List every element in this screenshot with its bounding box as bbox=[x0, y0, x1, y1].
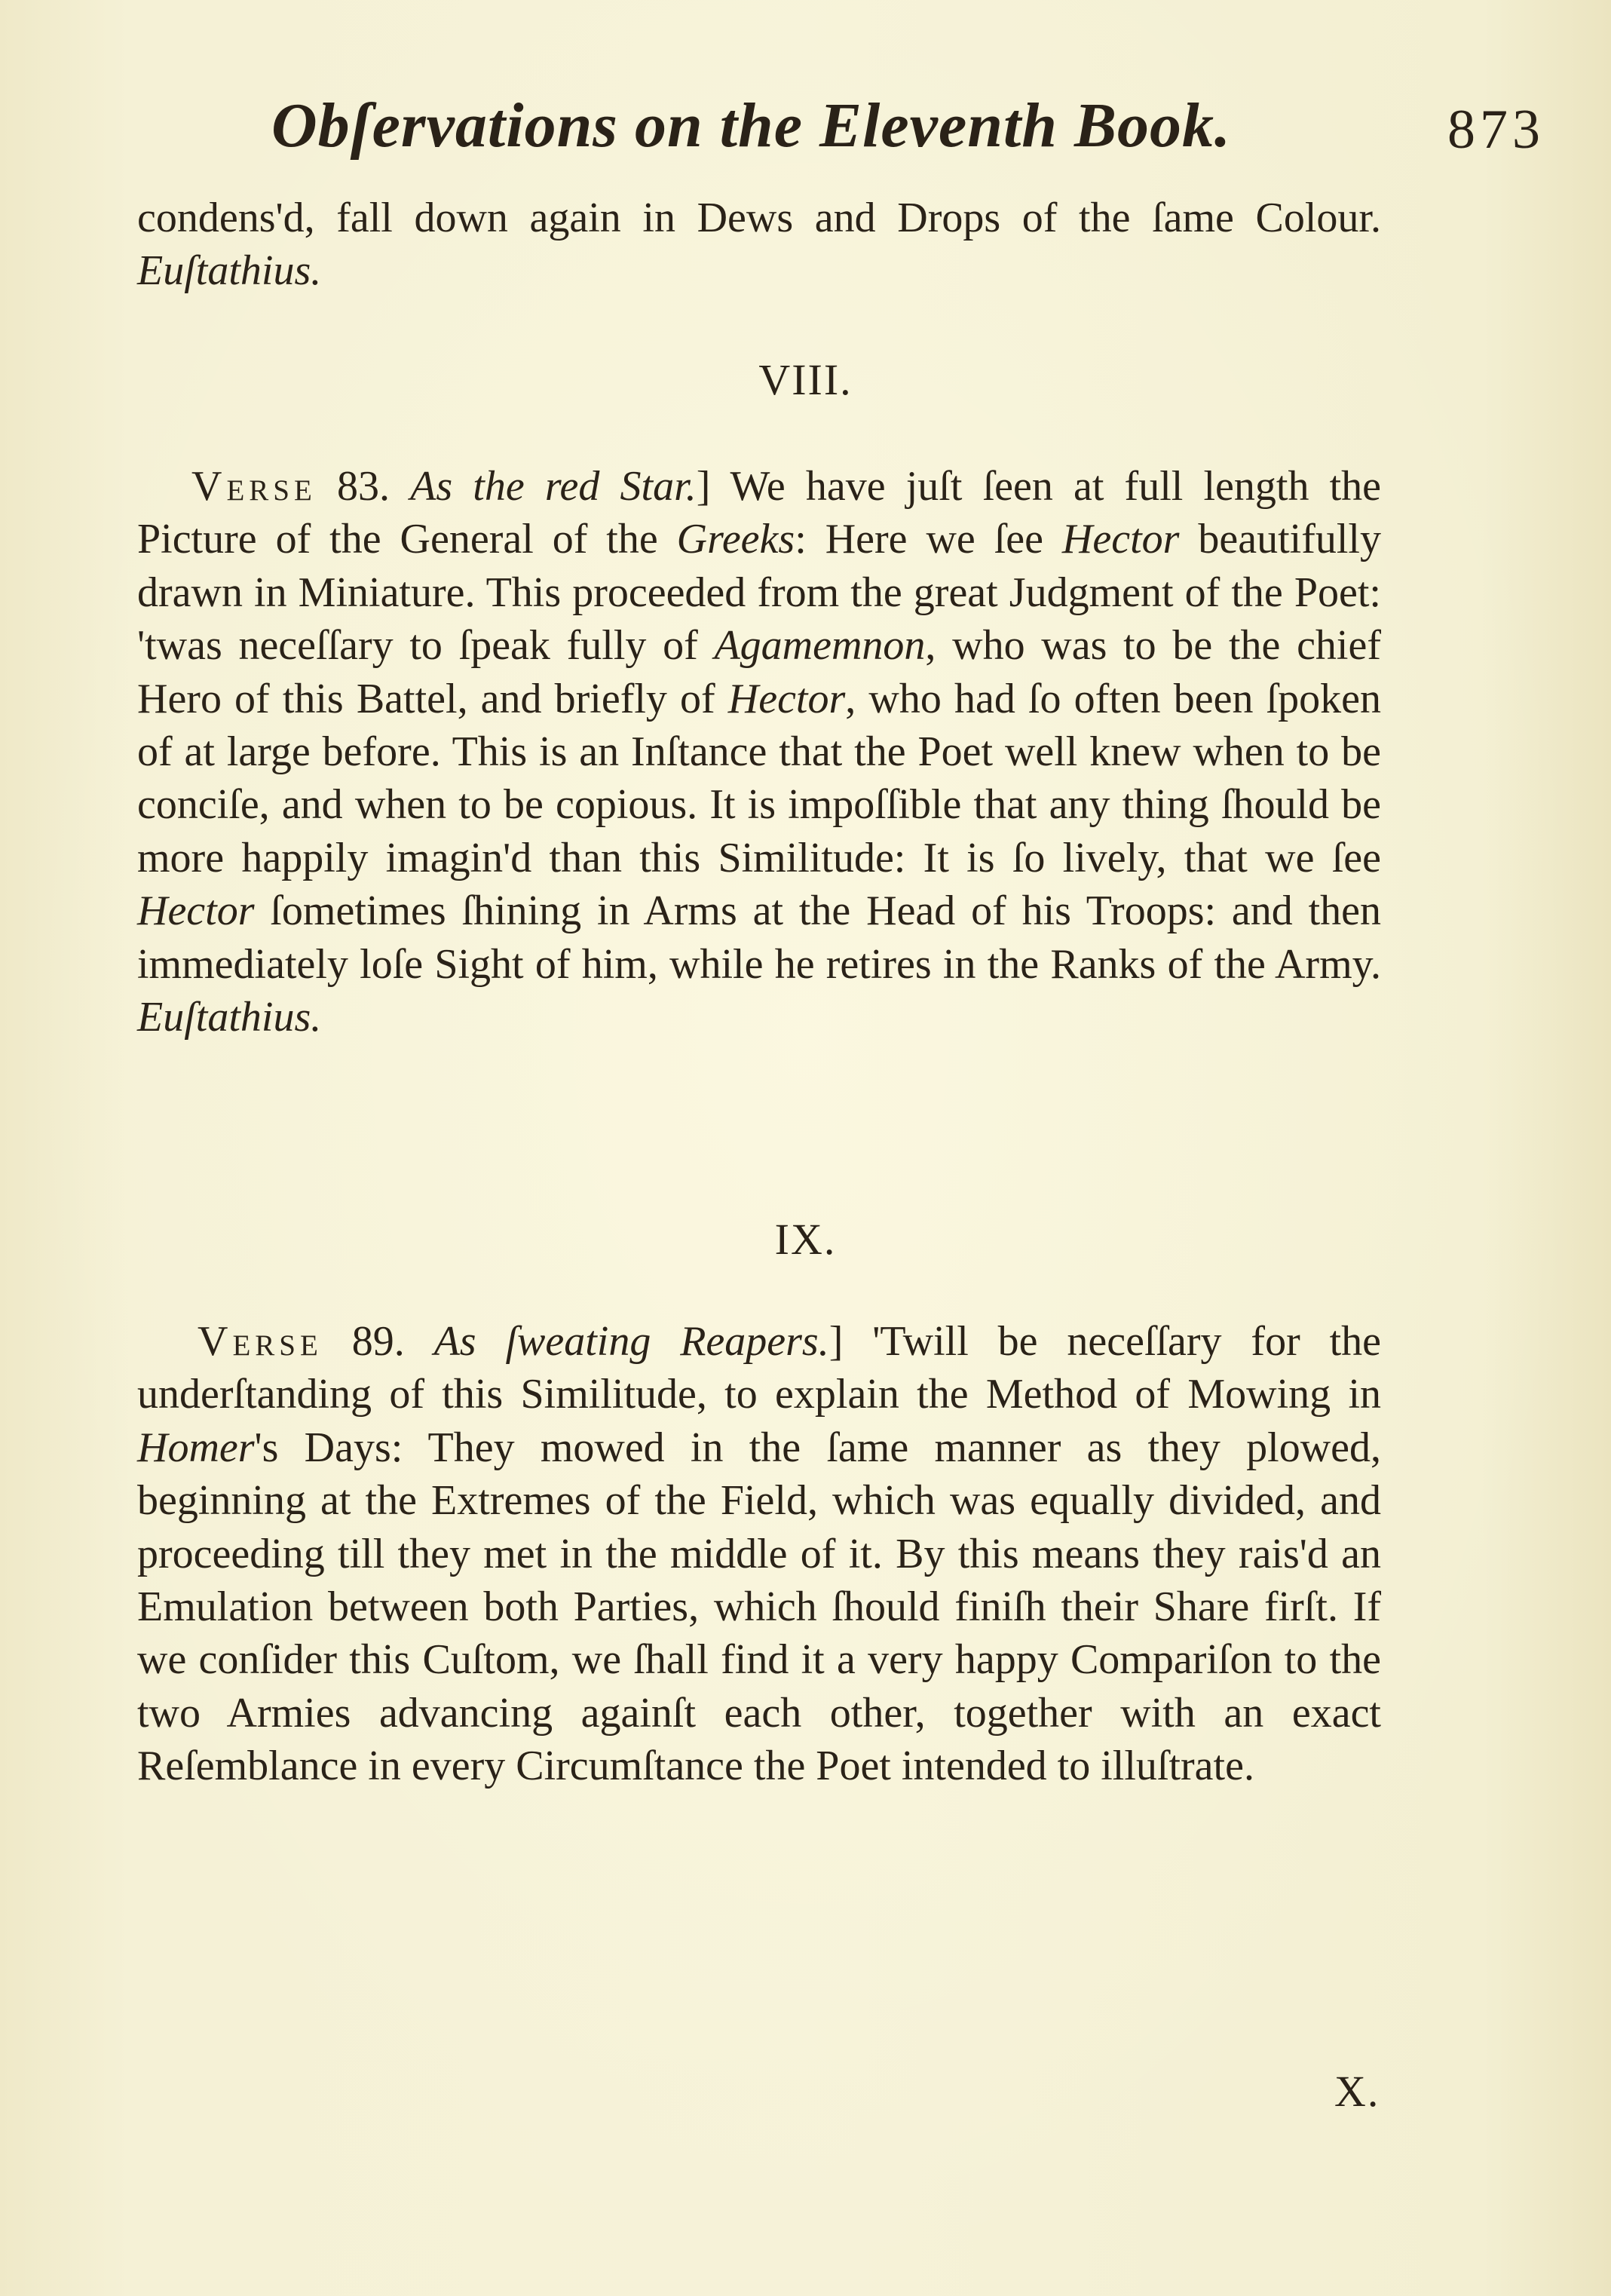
name-hector: Hector bbox=[137, 887, 255, 935]
note-text: , who was to be the chief Hero of this Battel, and briefly of bbox=[137, 622, 1381, 722]
page-number: 873 bbox=[1447, 99, 1545, 161]
note-text: 'Twill be neceſſary for the underſtanding of this Similitude, to explain the Method of Mowing in bbox=[137, 1318, 1382, 1418]
continuation-source: Euſtathius. bbox=[137, 247, 322, 295]
section-heading-ix: IX. bbox=[774, 1215, 837, 1264]
name-hector: Hector bbox=[1061, 516, 1180, 563]
verse-label: Verse bbox=[198, 1318, 323, 1365]
note-source: Euſtathius. bbox=[137, 994, 322, 1041]
note-text: beautifully drawn in Miniature. This proceeded from the great Judgment of the Poet: 'twas neceſſary to ſpeak fully of bbox=[137, 516, 1381, 670]
note-text: 's Days: They mowed in the ſame manner as they plowed, beginning at the Extremes of the Field, which was equally divided, and proceeding till they met in the middle of it. By this means they rais'd an Emulation between both Parties, which ſhould finiſh their Share firſt. If we conſider this Cuſtom, we ſhall find it a very happy Compariſon to the two Armies advancing againſt each other, together with an exact Reſemblance in every Circumſtance the Poet intended to illuſtrate. bbox=[137, 1424, 1381, 1790]
catchword: X. bbox=[1334, 2067, 1380, 2116]
continuation-paragraph bbox=[137, 192, 1381, 298]
verse-label: Verse bbox=[191, 463, 317, 510]
verse-number: 83. bbox=[336, 463, 390, 510]
note-text: : Here we ſee bbox=[795, 516, 1062, 563]
section-heading-viii: VIII. bbox=[758, 355, 853, 404]
note-text: ſometimes ſhining in Arms at the Head of his Troops: and then immediately loſe Sight of him, while he retires in the Ranks of the Army. bbox=[137, 887, 1381, 988]
verse-lemma: As ſweating Reapers. bbox=[433, 1318, 829, 1365]
note-paragraph-ix bbox=[137, 1315, 1381, 1793]
name-homer: Homer bbox=[137, 1424, 255, 1471]
note-text: , who had ſo often been ſpoken of at large before. This is an Inſtance that the Poet well knew when to be conciſe, and when to be copious. It is impoſſible that any thing ſhould be more happily imagin'd than this Similitude: It is ſo lively, that we ſee bbox=[137, 675, 1381, 881]
lemma-bracket: ] bbox=[696, 463, 711, 510]
note-paragraph-viii bbox=[137, 460, 1381, 1044]
continuation-text: condens'd, fall down again in Dews and Drops of the ſame Colour. bbox=[137, 195, 1381, 241]
name-hector: Hector bbox=[727, 675, 846, 722]
name-agamemnon: Agamemnon bbox=[714, 622, 926, 670]
verse-number: 89. bbox=[351, 1318, 405, 1365]
name-greeks: Greeks bbox=[676, 516, 795, 563]
verse-lemma: As the red Star. bbox=[410, 463, 697, 510]
lemma-bracket: ] bbox=[828, 1318, 844, 1365]
note-text: We have juſt ſeen at full length the Picture of the General of the bbox=[137, 463, 1382, 563]
running-title: Obſervations on the Eleventh Book. bbox=[271, 90, 1232, 161]
